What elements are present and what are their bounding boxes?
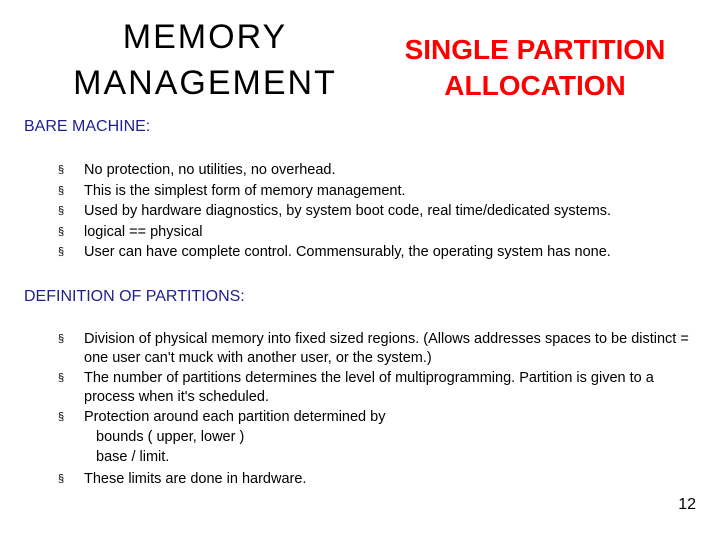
bullet-icon: § (58, 205, 65, 217)
bullet-icon: § (58, 184, 65, 197)
title-right-line2: ALLOCATION (444, 70, 626, 101)
list-item (58, 408, 698, 468)
list-item (58, 330, 698, 367)
list-item (58, 181, 698, 202)
list-item (58, 201, 698, 222)
list-item-text: These limits are done in hardware. (84, 470, 307, 487)
bullet-icon: § (58, 164, 65, 176)
list-item (58, 222, 698, 243)
section-heading-bare-machine: BARE MACHINE: (24, 118, 151, 135)
bullet-icon: § (58, 372, 65, 384)
slide-title-right (385, 32, 685, 104)
list-item (58, 242, 698, 263)
list-item (58, 470, 698, 489)
list-item-text: Division of physical memory into fixed sized regions. (Allows addresses spaces to be distinct = one user can't muck with another user, or the system.) (84, 331, 689, 366)
bullet-icon: § (58, 411, 65, 423)
partitions-list (58, 330, 698, 490)
bare-machine-list (58, 160, 698, 263)
list-item (58, 160, 698, 181)
page-number: 12 (678, 496, 696, 513)
list-item (58, 369, 698, 406)
bullet-icon: § (58, 246, 65, 258)
bullet-icon: § (58, 225, 65, 238)
title-left-line2: MANAGEMENT (73, 64, 337, 102)
list-item-text: User can have complete control. Commensurably, the operating system has none. (84, 244, 611, 260)
list-item-text: This is the simplest form of memory management. (84, 182, 406, 199)
title-right-line1: SINGLE PARTITION (404, 34, 666, 65)
list-item-text: logical == physical (84, 223, 203, 240)
bullet-icon: § (58, 333, 65, 345)
sub-line-bounds: bounds ( upper, lower ) (96, 428, 245, 445)
title-left-line1: MEMORY (122, 18, 288, 56)
list-item-text: The number of partitions determines the level of multiprogramming. Partition is given to a process when it's scheduled. (84, 370, 654, 405)
bullet-icon: § (58, 472, 65, 485)
slide-title-left (60, 14, 350, 106)
list-item-text: Used by hardware diagnostics, by system boot code, real time/dedicated systems. (84, 203, 612, 219)
sub-line-base-limit: base / limit. (96, 449, 170, 465)
section-heading-partitions: DEFINITION OF PARTITIONS: (24, 288, 245, 305)
list-item-text: Protection around each partition determined by (84, 409, 386, 425)
list-item-text: No protection, no utilities, no overhead. (84, 162, 336, 178)
